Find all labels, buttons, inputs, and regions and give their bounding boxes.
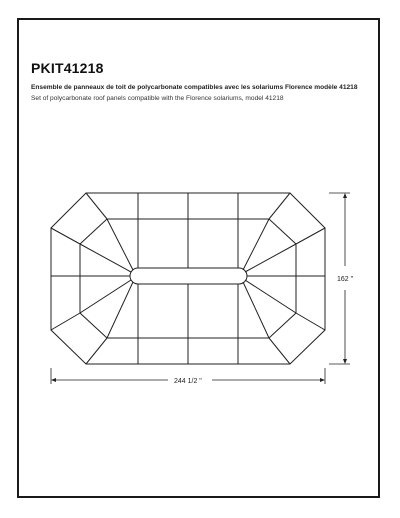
- model-title: PKIT41218: [31, 60, 104, 76]
- width-label: 244 1/2 ": [174, 378, 202, 385]
- center-opening: [130, 268, 247, 284]
- description-french: Ensemble de panneaux de toit de polycarbonate compatibles avec les solariums Florence modèle 41218: [31, 84, 358, 91]
- height-label: 162 ": [337, 276, 354, 283]
- description-english: Set of polycarbonate roof panels compatible with the Florence solariums, model 41218: [31, 95, 284, 102]
